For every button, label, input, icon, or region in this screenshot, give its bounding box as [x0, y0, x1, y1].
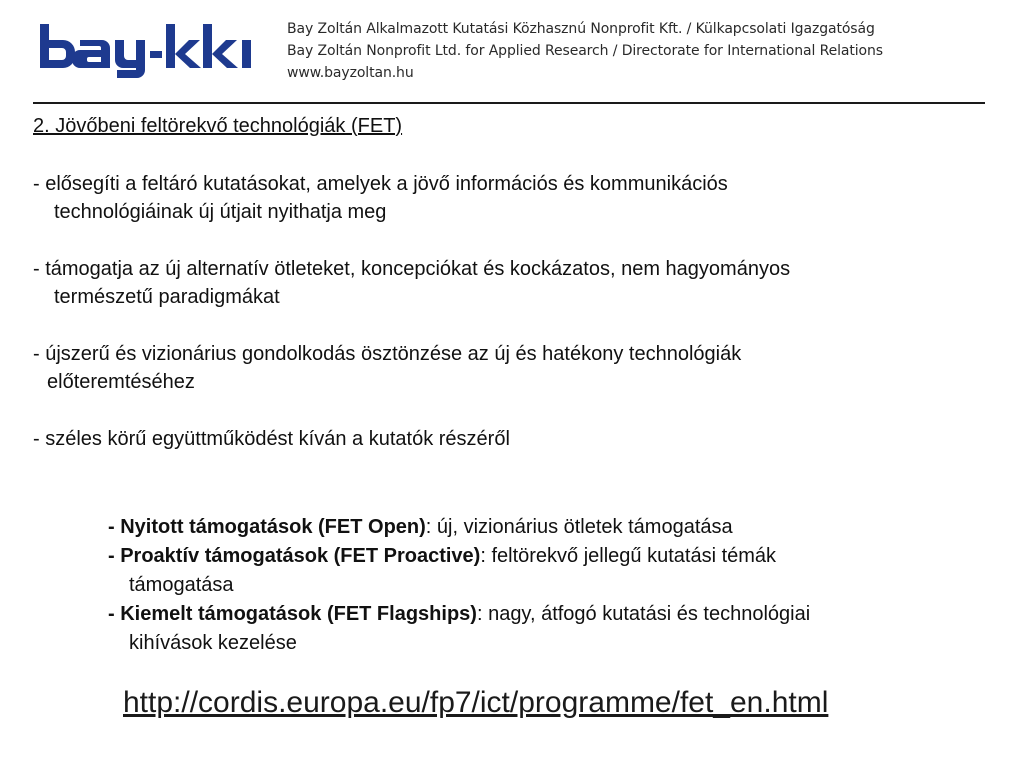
header-divider: [33, 102, 985, 104]
bullet-line: technológiáinak új útjait nyithatja meg: [54, 201, 387, 223]
programme-description: : feltörekvő jellegű kutatási témák: [480, 545, 777, 567]
bullet-line: - elősegíti a feltáró kutatásokat, amelyek a jövő információs és kommunikációs: [33, 173, 728, 195]
programme-description: : új, vizionárius ötletek támogatása: [425, 516, 733, 538]
programme-name: - Nyitott támogatások (FET Open): [108, 516, 426, 538]
programme-item: [108, 600, 988, 629]
bullet-item: [33, 255, 993, 311]
programme-name: - Proaktív támogatások (FET Proactive): [108, 545, 481, 567]
section-title: 2. Jövőbeni feltörekvő technológiák (FET): [33, 115, 403, 137]
programme-item: [108, 542, 988, 571]
fet-programme-link[interactable]: http://cordis.europa.eu/fp7/ict/programme/fet_en.html: [123, 686, 829, 719]
programme-name: - Kiemelt támogatások (FET Flagships): [108, 603, 477, 625]
programme-item: [108, 513, 988, 542]
bay-kki-logo: [38, 18, 258, 78]
bullet-item: [33, 170, 993, 226]
header: [0, 0, 1024, 100]
programme-description: : nagy, átfogó kutatási és technológiai: [476, 603, 811, 625]
programme-list: [108, 513, 988, 658]
bullet-line: természetű paradigmákat: [54, 286, 280, 308]
main-content: [33, 112, 993, 453]
bullet-line: - széles körű együttműködést kíván a kutatók részéről: [33, 428, 510, 450]
bullet-item: [33, 425, 993, 453]
bullet-line: - újszerű és vizionárius gondolkodás ösztönzése az új és hatékony technológiák: [33, 343, 742, 365]
programme-description-continued: támogatása: [129, 574, 234, 596]
programme-description-continued: kihívások kezelése: [129, 632, 297, 654]
organization-info: [287, 18, 987, 84]
bullet-item: [33, 340, 993, 396]
bullet-line: - támogatja az új alternatív ötleteket, koncepciókat és kockázatos, nem hagyományos: [33, 258, 791, 280]
org-line-hungarian: Bay Zoltán Alkalmazott Kutatási Közhasznú Nonprofit Kft. / Külkapcsolati Igazgatóság: [287, 21, 875, 37]
bullet-line: előteremtéséhez: [47, 371, 195, 393]
org-website: www.bayzoltan.hu: [287, 65, 414, 81]
org-line-english: Bay Zoltán Nonprofit Ltd. for Applied Research / Directorate for International Relations: [287, 43, 883, 59]
svg-text:®: ®: [136, 67, 145, 77]
